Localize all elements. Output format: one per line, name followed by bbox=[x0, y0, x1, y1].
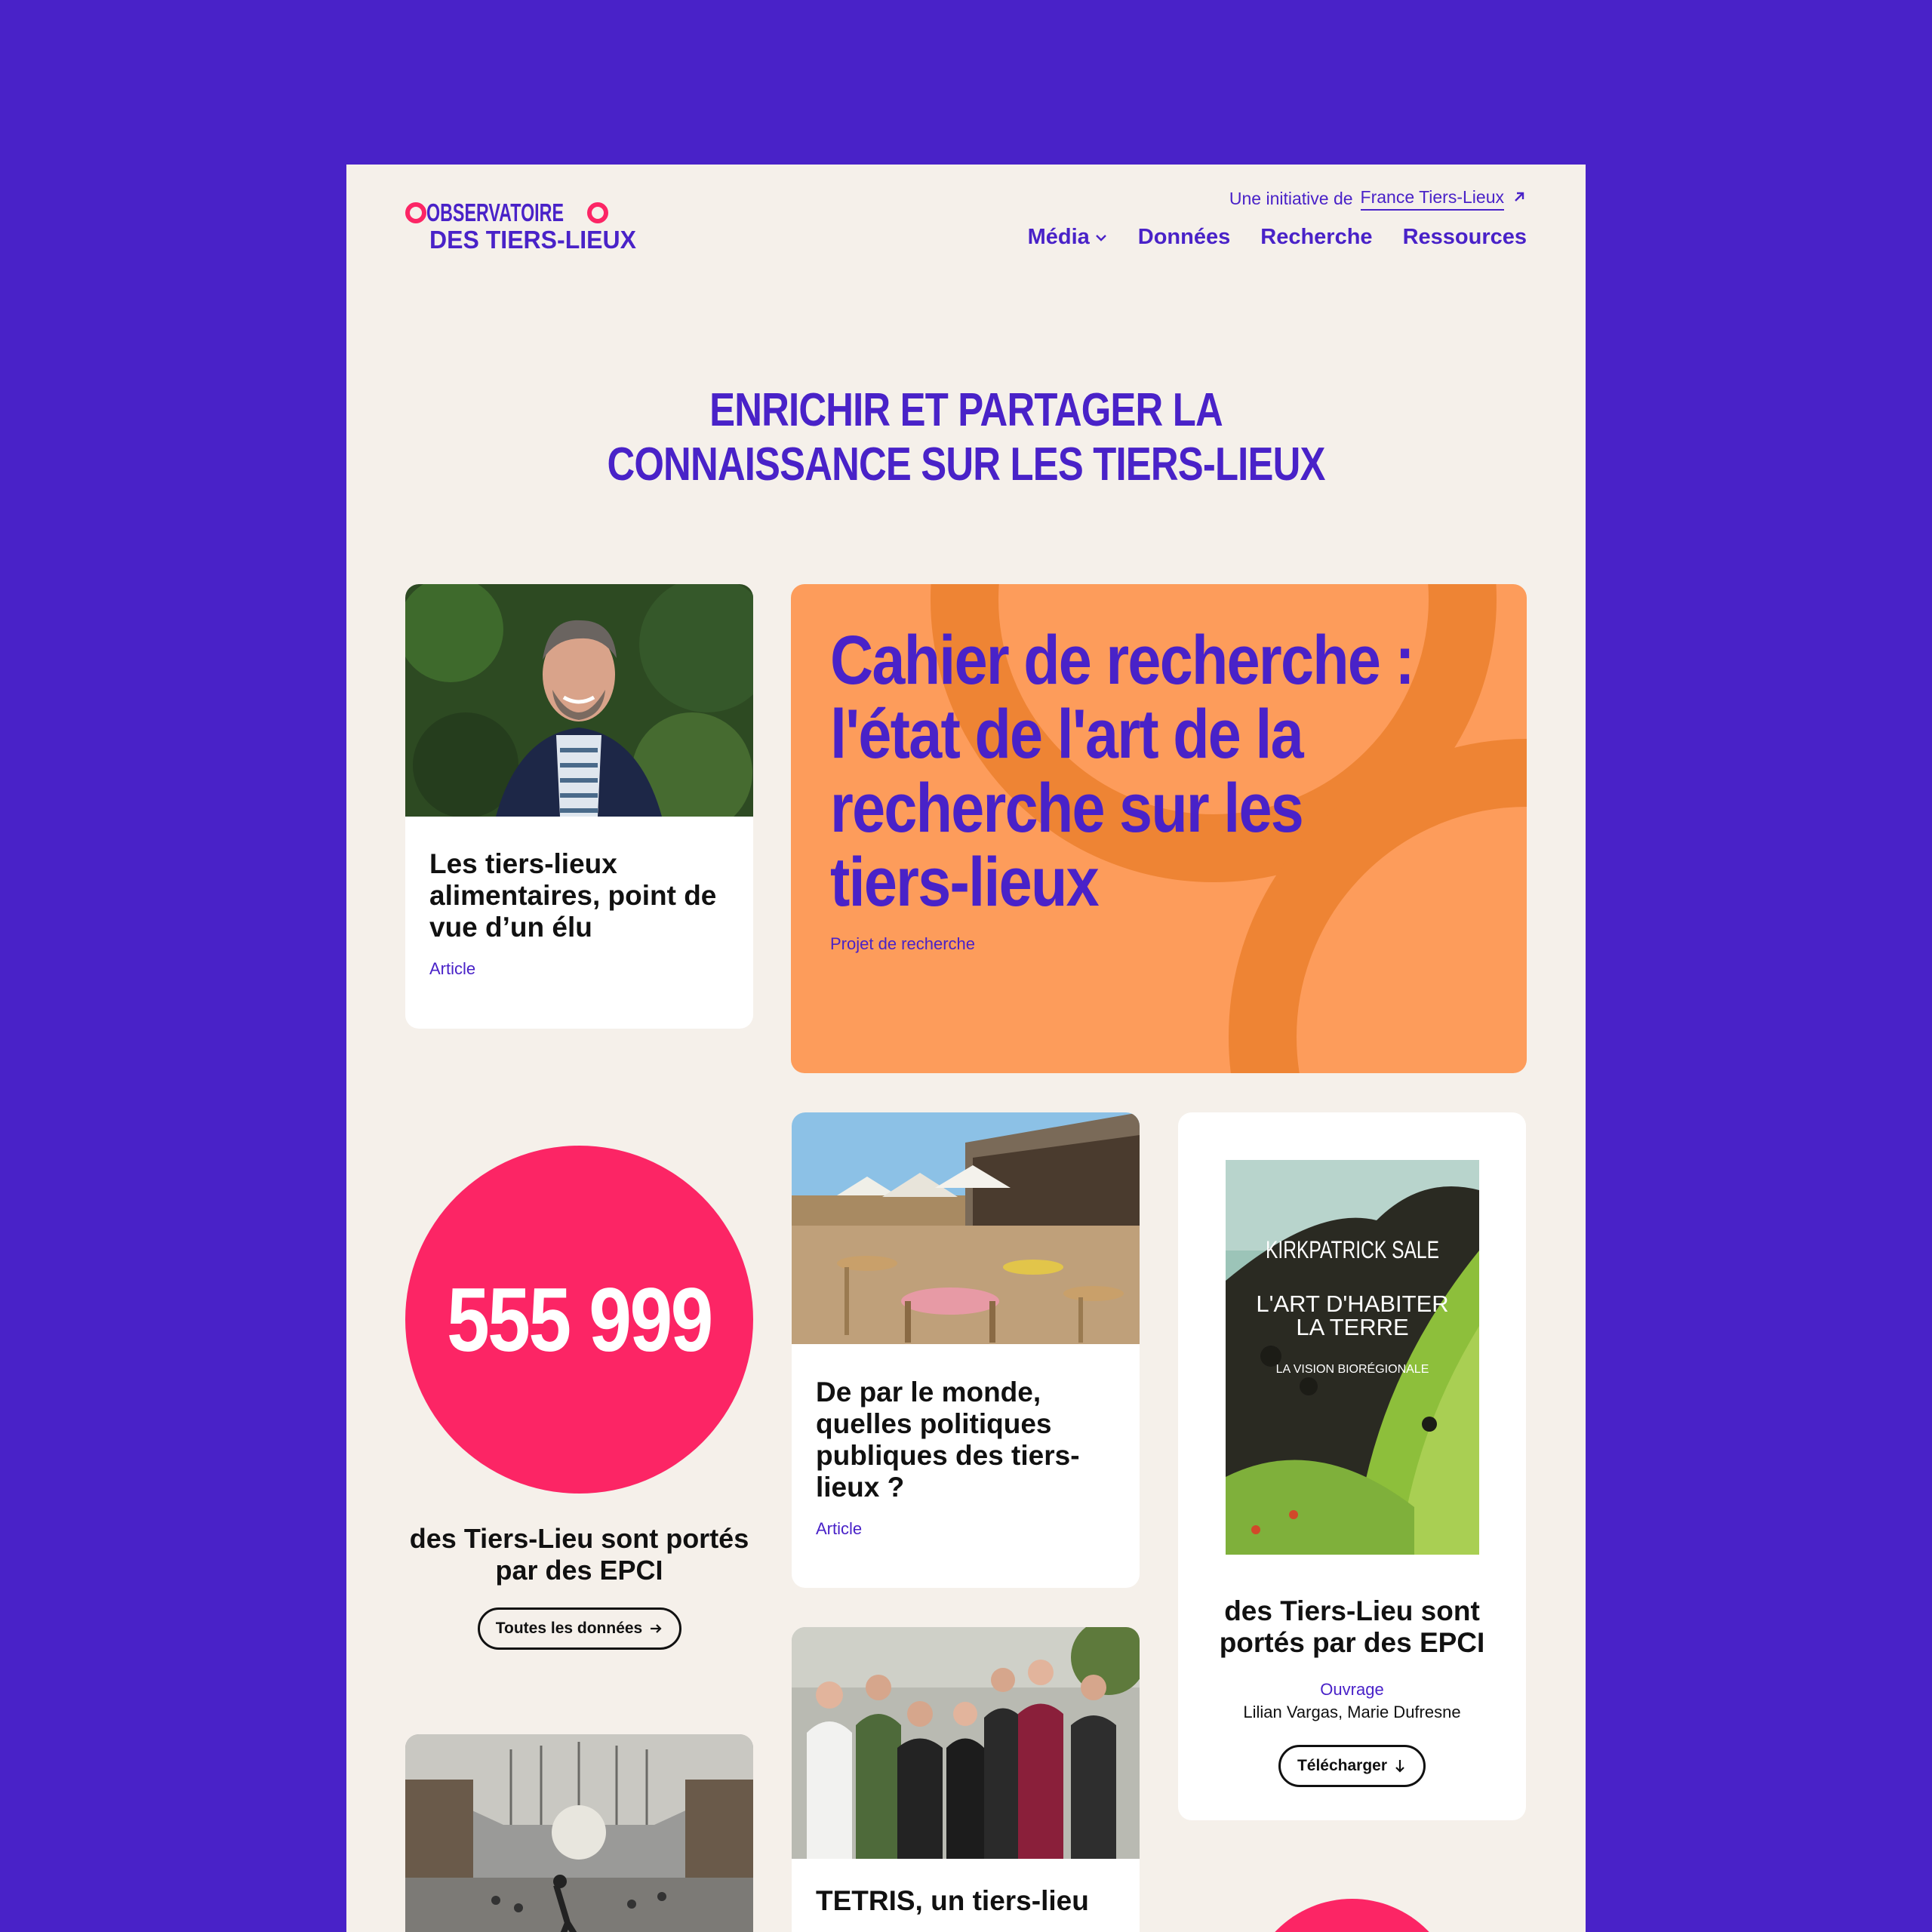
book-author: KIRKPATRICK SALE bbox=[1266, 1236, 1439, 1263]
nav-recherche[interactable]: Recherche bbox=[1260, 225, 1373, 249]
book-tag: Ouvrage bbox=[1320, 1680, 1384, 1699]
book-title: L'ART D'HABITER LA TERRE bbox=[1256, 1292, 1449, 1340]
hero-title bbox=[458, 383, 1474, 492]
all-data-button[interactable] bbox=[478, 1607, 681, 1650]
team-photo bbox=[792, 1627, 1140, 1859]
book-card-title: des Tiers-Lieu sont portés par des EPCI bbox=[1219, 1595, 1485, 1658]
article-title: TETRIS, un tiers-lieu bbox=[816, 1885, 1089, 1916]
site-logo[interactable] bbox=[405, 198, 639, 251]
book-card[interactable] bbox=[1178, 1112, 1526, 1820]
feature-title: Cahier de recherche : l'état de l'art de la recherche sur les tiers-lieux bbox=[830, 622, 1414, 921]
nav-ressources[interactable]: Ressources bbox=[1402, 225, 1527, 249]
hero-line1: ENRICHIR ET PARTAGER LA bbox=[709, 384, 1223, 436]
feature-card-cahier[interactable] bbox=[791, 584, 1527, 1073]
article-tag: Article bbox=[816, 1519, 863, 1538]
page-container bbox=[346, 165, 1586, 1932]
article-card-monde[interactable] bbox=[792, 1112, 1140, 1588]
logo-line1: OBSERVATOIRE bbox=[426, 198, 564, 226]
stat-bubble bbox=[405, 1146, 753, 1494]
stat-bubble-partial bbox=[1246, 1899, 1458, 1932]
stat-text: des Tiers-Lieu sont portés par des EPCI bbox=[409, 1523, 749, 1586]
article-title: De par le monde, quelles politiques publiques des tiers-lieux ? bbox=[816, 1377, 1080, 1503]
france-tiers-lieux-link[interactable]: France Tiers-Lieux bbox=[1361, 187, 1504, 211]
nav-media-label: Média bbox=[1027, 225, 1090, 249]
all-data-label: Toutes les données bbox=[495, 1620, 643, 1637]
hall-photo bbox=[405, 1734, 753, 1932]
arrow-down-icon bbox=[1393, 1758, 1407, 1774]
article-card-elu[interactable] bbox=[405, 584, 753, 1029]
book-authors: Lilian Vargas, Marie Dufresne bbox=[1243, 1703, 1461, 1721]
book-cover bbox=[1226, 1160, 1479, 1555]
external-link-icon bbox=[1512, 189, 1527, 209]
download-label: Télécharger bbox=[1297, 1757, 1388, 1774]
article-tag: Article bbox=[429, 959, 476, 978]
logo-line2: DES TIERS-LIEUX bbox=[429, 226, 636, 251]
download-button[interactable] bbox=[1278, 1745, 1426, 1787]
main-nav bbox=[1028, 225, 1527, 250]
nav-donnees[interactable]: Données bbox=[1137, 225, 1231, 249]
article-card-hall[interactable] bbox=[405, 1734, 753, 1932]
stat-number: 555 999 bbox=[447, 1269, 712, 1371]
article-title: Les tiers-lieux alimentaires, point de vue d’un élu bbox=[429, 848, 717, 943]
terrace-photo bbox=[792, 1112, 1140, 1344]
portrait-photo bbox=[405, 584, 753, 817]
nav-media[interactable] bbox=[1028, 225, 1108, 250]
initiative-prefix: Une initiative de bbox=[1229, 189, 1353, 208]
arrow-right-icon bbox=[648, 1621, 663, 1636]
chevron-down-icon bbox=[1094, 231, 1108, 245]
feature-tag: Projet de recherche bbox=[830, 934, 975, 953]
hero-line2: CONNAISSANCE SUR LES TIERS-LIEUX bbox=[607, 438, 1325, 491]
book-subtitle: LA VISION BIORÉGIONALE bbox=[1275, 1363, 1429, 1376]
article-card-tetris[interactable] bbox=[792, 1627, 1140, 1932]
initiative-line bbox=[1229, 187, 1527, 211]
